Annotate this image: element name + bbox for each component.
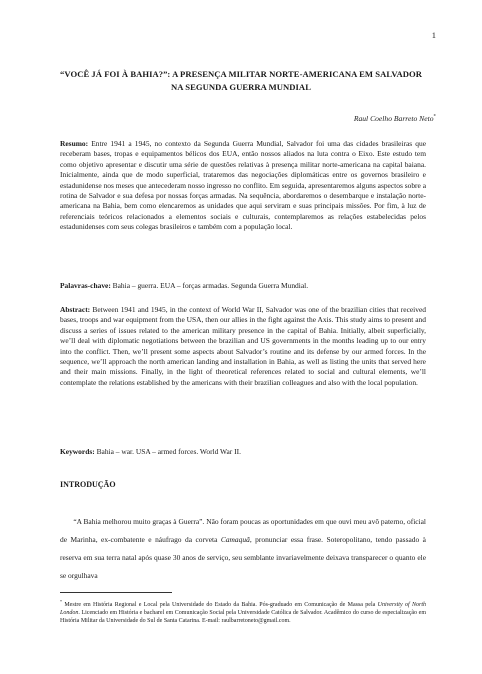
abstract-text: Between 1941 and 1945, in the context of World War II, Salvador was one of the brazilian cities that received bases, troops and war equipment from the USA, then our allies in the fight against the Axis. This study aims to present and discuss a series of issues related to the american military presence in the capital of Bahia. Initially, albeit superficially, we’ll deal with diplomatic negotiations between the brazilian and US governments in the months leading up to our entry into the conflict. Then, we’ll present some aspects about Salvador’s routine and its defense by our armed forces. In the sequence, we’ll approach the north american landing and installation in Bahia, as well as listing the units that served here and their main missions. Finally, in the light of theoretical references related to social and cultural elements, we’ll contemplate the relations established by the americans with their brazilian colleagues and also with the local population. (60, 305, 426, 387)
footnote-marker: * (60, 599, 62, 604)
keywords-text: Bahia – war. USA – armed forces. World War II. (96, 447, 241, 456)
palavras-chave-line (60, 281, 426, 291)
palavras-chave-label: Palavras-chave: (60, 281, 111, 290)
abstract-paragraph (60, 305, 426, 388)
ship-name: Camaquã (220, 535, 250, 544)
author-footnote-marker[interactable]: * (433, 114, 436, 120)
abstract-label: Abstract: (60, 305, 91, 314)
footnote (60, 598, 426, 626)
author-line (354, 114, 436, 123)
footnote-text-a: Mestre em História Regional e Local pela Universidade do Estado da Bahia. Pós-graduado em Comunicação de Massa pela (62, 602, 378, 608)
intro-paragraph (60, 513, 426, 585)
footnote-text-b: . Licenciado em História e bacharel em Comunicação Social pela Universidade Católica de Salvador. Acadêmico do curso de especialização em História Militar da Universidade do Sul de Santa Catarina. E-mail: raulbarretoneto@gmail.com. (60, 609, 426, 624)
keywords-line (60, 447, 426, 457)
author-name: Raul Coelho Barreto Neto (353, 114, 434, 123)
palavras-chave-text: Bahia – guerra. EUA – forças armadas. Segunda Guerra Mundial. (112, 281, 309, 290)
paper-title: “VOCÊ JÁ FOI À BAHIA?”: A PRESENÇA MILITAR NORTE-AMERICANA EM SALVADOR NA SEGUNDA GUERRA MUNDIAL (60, 69, 422, 92)
keywords-label: Keywords: (60, 447, 95, 456)
intro-quote: “A Bahia melhorou muito graças à Guerra”. (73, 517, 205, 526)
footnote-divider (60, 592, 172, 593)
resumo-text: Entre 1941 a 1945, no contexto da Segunda Guerra Mundial, Salvador foi uma das cidades brasileiras que receberam bases, tropas e equipamentos bélicos dos EUA, então nossos aliados na luta contra o Eixo. Este estudo tem como objetivo apresentar e discutir uma série de questões relativas à presença militar norte-americana na capital baiana. Inicialmente, ainda que de modo superficial, trataremos das negociações diplomáticas entre os governos brasileiro e estadunidense nos meses que antecederam nosso ingresso no conflito. Em seguida, apresentaremos alguns aspectos sobre a rotina de Salvador e sua defesa por nossas forças armadas. Na sequência, abordaremos o desembarque e instalação norte-americana na Bahia, bem como elencaremos as unidades que aqui serviram e suas principais missões. Por fim, à luz de referenciais teóricos relacionados a elementos sociais e culturais, contemplaremos as relações estabelecidas pelos estadunidenses com seus colegas brasileiros e também com a população local. (60, 139, 426, 232)
footnote-university: University of North London (60, 602, 426, 616)
resumo-paragraph (60, 139, 426, 233)
intro-text-a: Não foram poucas as oportunidades em que ouvi meu avô paterno, oficial de Marinha, ex-combatente e náufrago da corveta (60, 517, 426, 544)
section-heading-introducao: INTRODUÇÃO (60, 480, 116, 489)
resumo-label: Resumo: (60, 139, 89, 148)
intro-text-b: , pronunciar essa frase. Soteropolitano, tendo passado à reserva em sua terra natal após quase 30 anos de serviço, seu semblante invariavelmente deixava transparecer o quanto ele se orgulhava (60, 535, 426, 580)
page-number: 1 (431, 30, 436, 40)
